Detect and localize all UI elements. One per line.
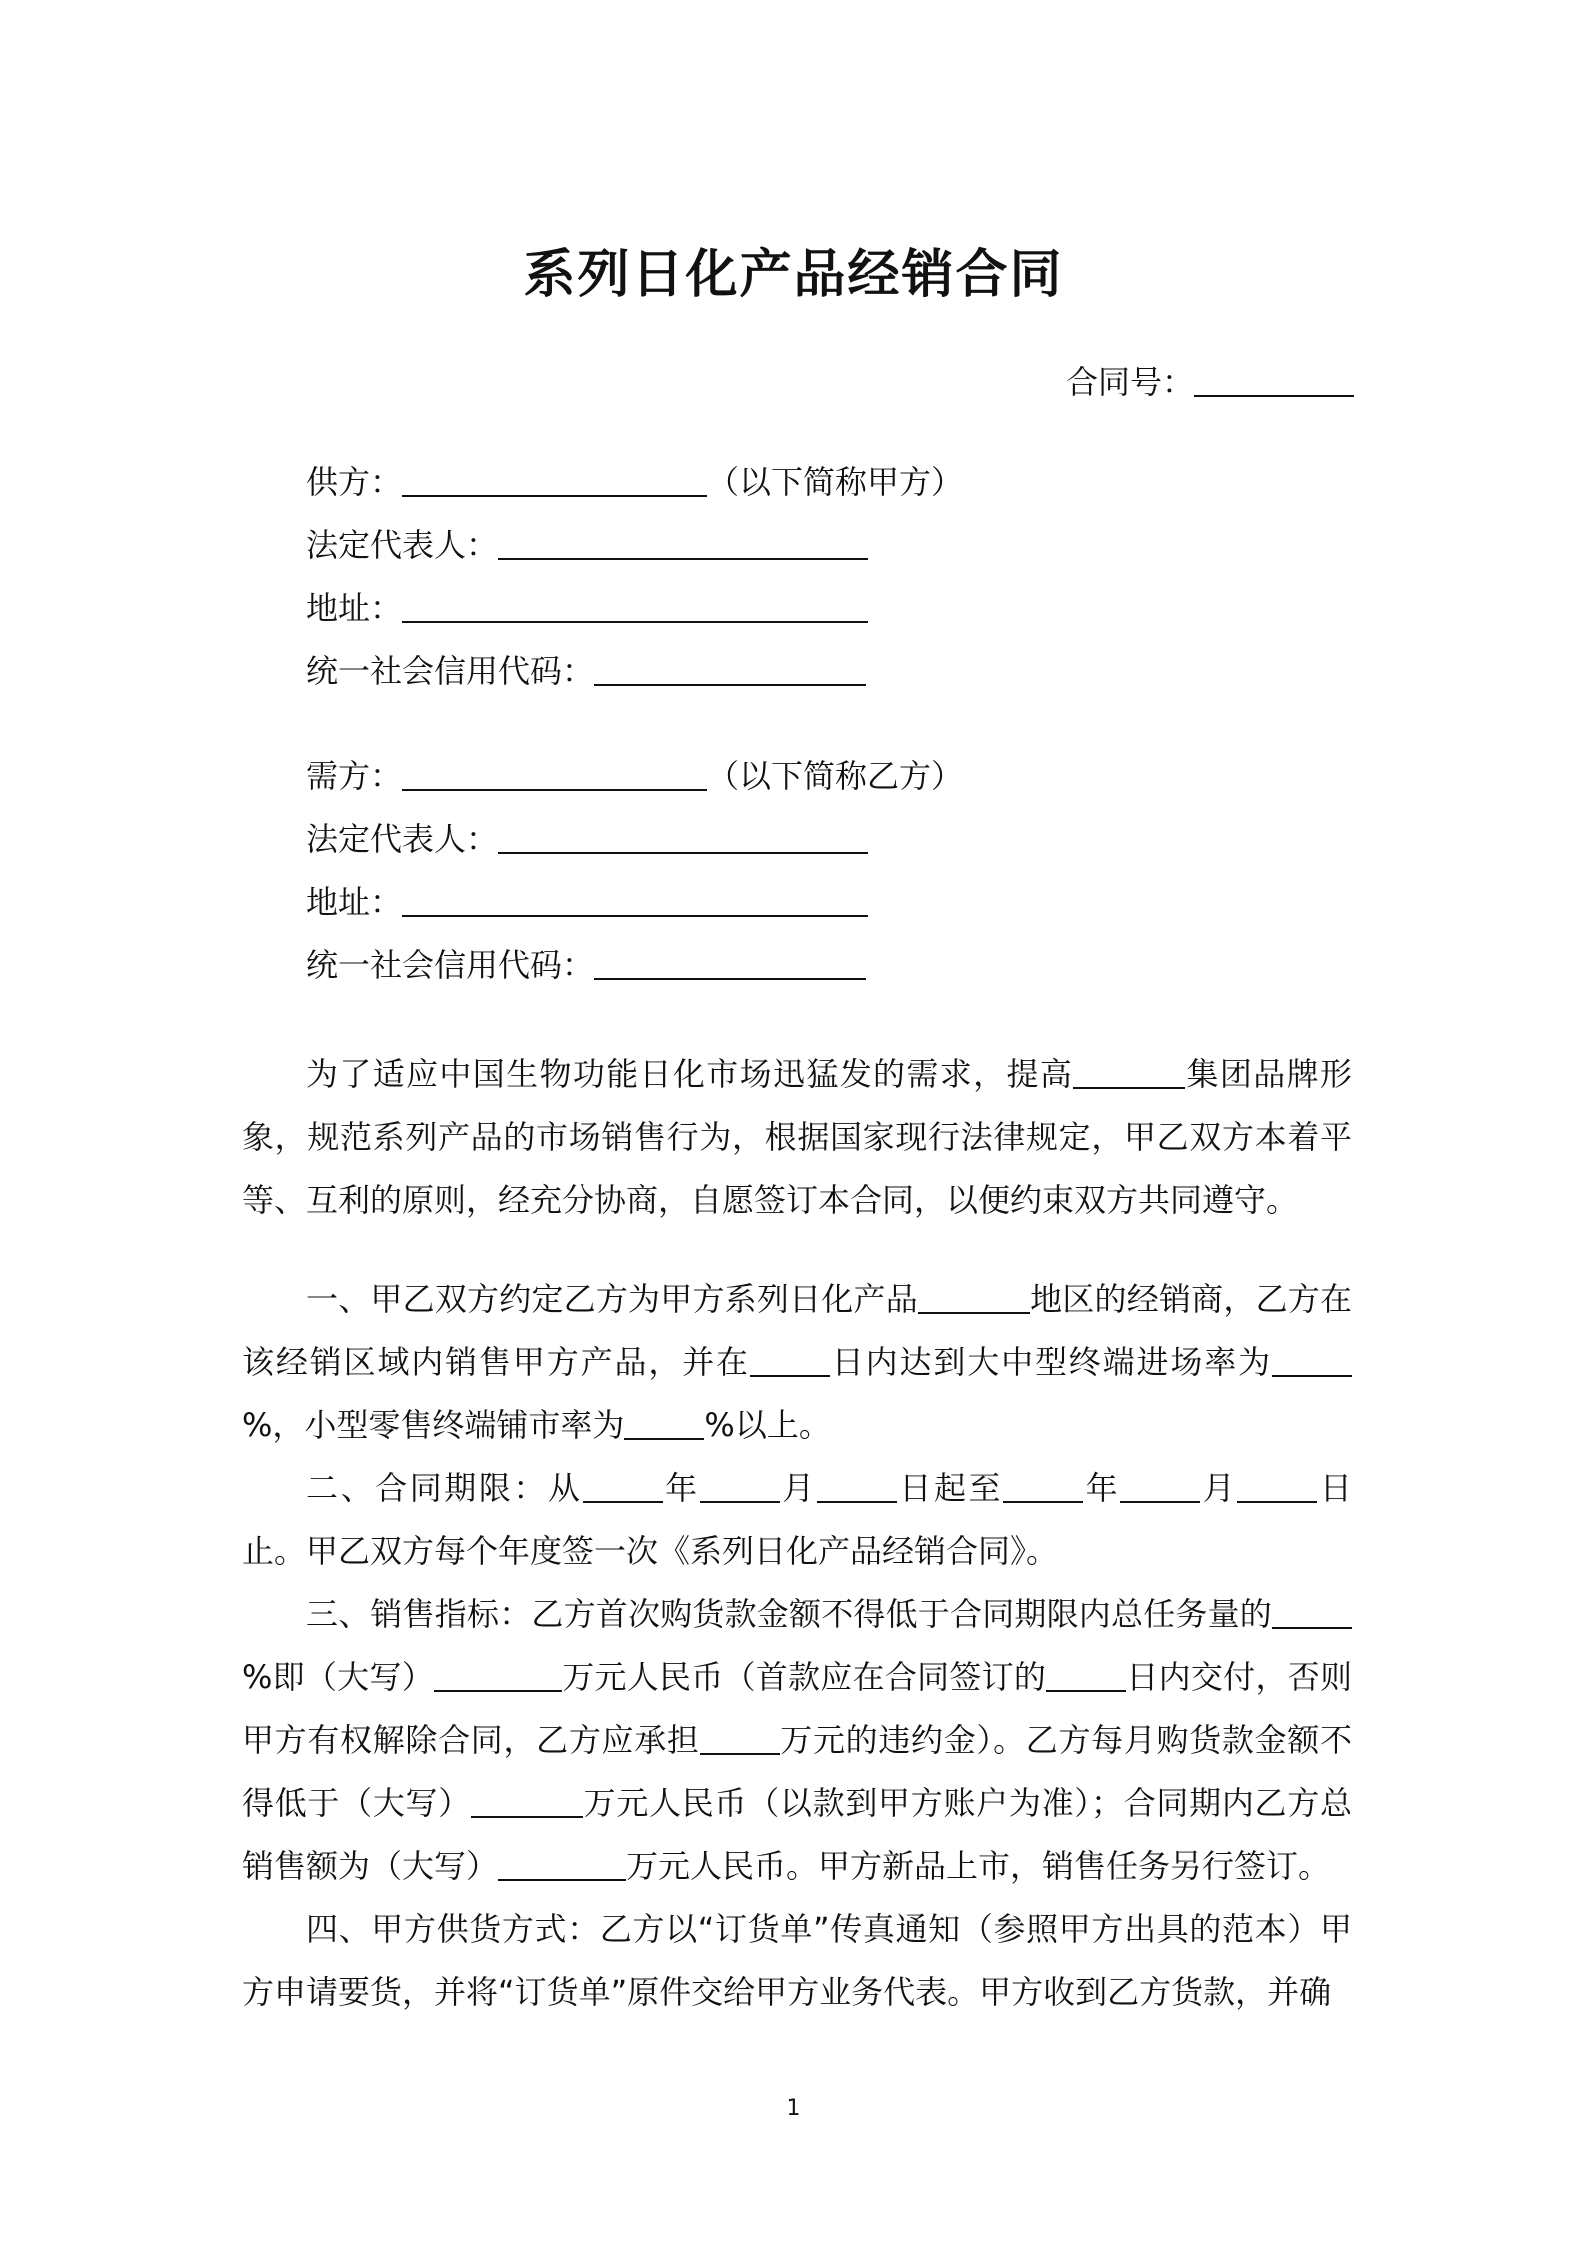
party-b-rep-blank[interactable]: [498, 820, 868, 854]
party-a-code-blank[interactable]: [594, 652, 866, 686]
end-day-blank[interactable]: [1237, 1469, 1317, 1503]
page-number: 1: [786, 2096, 801, 2121]
first-payment-percent-blank[interactable]: [1272, 1595, 1352, 1629]
party-a-address-blank[interactable]: [402, 589, 868, 623]
contract-number-label: 合同号：: [1066, 363, 1195, 401]
total-sales-blank[interactable]: [498, 1847, 626, 1881]
penalty-amount-blank[interactable]: [700, 1721, 780, 1755]
clause-3-text-e: 万元的违约金）。乙方每月购货款金额不得低于（大写）: [242, 1721, 1352, 1822]
clause-1-text-e: %以上。: [704, 1406, 831, 1444]
party-a-address-label: 地址：: [306, 589, 403, 627]
clause-3-text-c: 万元人民币（首款应在合同签订的: [561, 1658, 1047, 1696]
party-b-rep-line: [306, 819, 868, 859]
payment-days-blank[interactable]: [1046, 1658, 1126, 1692]
end-month-blank[interactable]: [1120, 1469, 1200, 1503]
clause-2-text-end: 日止。甲乙双方每个年度签一次《系列日化产品经销合同》。: [242, 1469, 1352, 1570]
clause-3: [242, 1583, 1352, 1898]
page-title: 系列日化产品经销合同: [523, 244, 1064, 305]
clause-2-month-1: 月: [779, 1469, 817, 1507]
clause-1-text-c: 日内达到大中型终端进场率为: [829, 1343, 1272, 1381]
party-a-rep-line: [306, 525, 868, 565]
first-payment-amount-blank[interactable]: [434, 1658, 562, 1692]
clause-2-day-1: 日起至: [896, 1469, 1004, 1507]
party-b-code-blank[interactable]: [594, 946, 866, 980]
party-b-code-line: [306, 945, 866, 985]
intro-text-1: 为了适应中国生物功能日化市场迅猛发的需求，提高: [306, 1055, 1074, 1093]
contract-number-line: [1066, 362, 1354, 402]
buyer-blank[interactable]: [402, 757, 707, 791]
clause-1-text-a: 一、甲乙双方约定乙方为甲方系列日化产品: [306, 1280, 918, 1318]
monthly-amount-blank[interactable]: [471, 1784, 583, 1818]
clause-2-year-2: 年: [1083, 1469, 1121, 1507]
buyer-line: [306, 756, 963, 796]
party-a-code-line: [306, 651, 866, 691]
clause-3-text-f: 万元人民币（以款到甲方账户为准）；合同期内乙方总销售额为（大写）: [242, 1784, 1352, 1885]
party-b-address-line: [306, 882, 868, 922]
clause-1: [242, 1268, 1352, 1457]
party-a-rep-blank[interactable]: [498, 526, 868, 560]
clause-2-month-2: 月: [1200, 1469, 1238, 1507]
clause-1-text-b: 地区的经销商，乙方在该经销区域内销售甲方产品，并在: [242, 1280, 1352, 1381]
party-b-code-label: 统一社会信用代码：: [306, 946, 595, 984]
buyer-label: 需方：: [306, 757, 403, 795]
coverage-rate-blank[interactable]: [624, 1406, 704, 1440]
end-year-blank[interactable]: [1003, 1469, 1083, 1503]
intro-paragraph: [242, 1043, 1352, 1232]
supplier-label: 供方：: [306, 463, 403, 501]
clause-2-year-1: 年: [662, 1469, 700, 1507]
party-b-address-blank[interactable]: [402, 883, 868, 917]
party-a-code-label: 统一社会信用代码：: [306, 652, 595, 690]
clause-3-text-a: 三、销售指标：乙方首次购货款金额不得低于合同期限内总任务量的: [306, 1595, 1272, 1633]
start-month-blank[interactable]: [700, 1469, 780, 1503]
supplier-blank[interactable]: [402, 463, 707, 497]
party-b-address-label: 地址：: [306, 883, 403, 921]
clause-2-text-a: 二、合同期限：从: [306, 1469, 583, 1507]
region-blank[interactable]: [918, 1280, 1030, 1314]
supplier-line: [306, 462, 963, 502]
supplier-alias: （以下简称甲方）: [707, 463, 964, 501]
party-a-rep-label: 法定代表人：: [306, 526, 499, 564]
contract-number-blank[interactable]: [1194, 363, 1354, 397]
intro-text-2: 集团品牌形象，规范系列产品的市场销售行为，根据国家现行法律规定，甲乙双方本着平等、互利的原则，经充分协商，自愿签订本合同，以便约束双方共同遵守。: [242, 1055, 1352, 1219]
buyer-alias: （以下简称乙方）: [707, 757, 964, 795]
brand-blank[interactable]: [1073, 1055, 1185, 1089]
clause-1-text-d: %，小型零售终端铺市率为: [242, 1406, 625, 1444]
party-a-address-line: [306, 588, 868, 628]
clause-3-text-b: %即（大写）: [242, 1658, 434, 1696]
days-blank[interactable]: [750, 1343, 830, 1377]
clause-3-text-d: 日内交付，否则甲方有权解除合同，乙方应承担: [242, 1658, 1352, 1759]
clause-3-text-g: 万元人民币。甲方新品上市，销售任务另行签订。: [626, 1847, 1331, 1885]
clause-4: 四、甲方供货方式：乙方以“订货单”传真通知（参照甲方出具的范本）甲方申请要货，并将“订货单”原件交给甲方业务代表。甲方收到乙方货款，并确: [242, 1910, 1352, 2011]
start-day-blank[interactable]: [817, 1469, 897, 1503]
clause-2: [242, 1457, 1352, 1583]
entry-rate-blank[interactable]: [1272, 1343, 1352, 1377]
start-year-blank[interactable]: [583, 1469, 663, 1503]
party-b-rep-label: 法定代表人：: [306, 820, 499, 858]
